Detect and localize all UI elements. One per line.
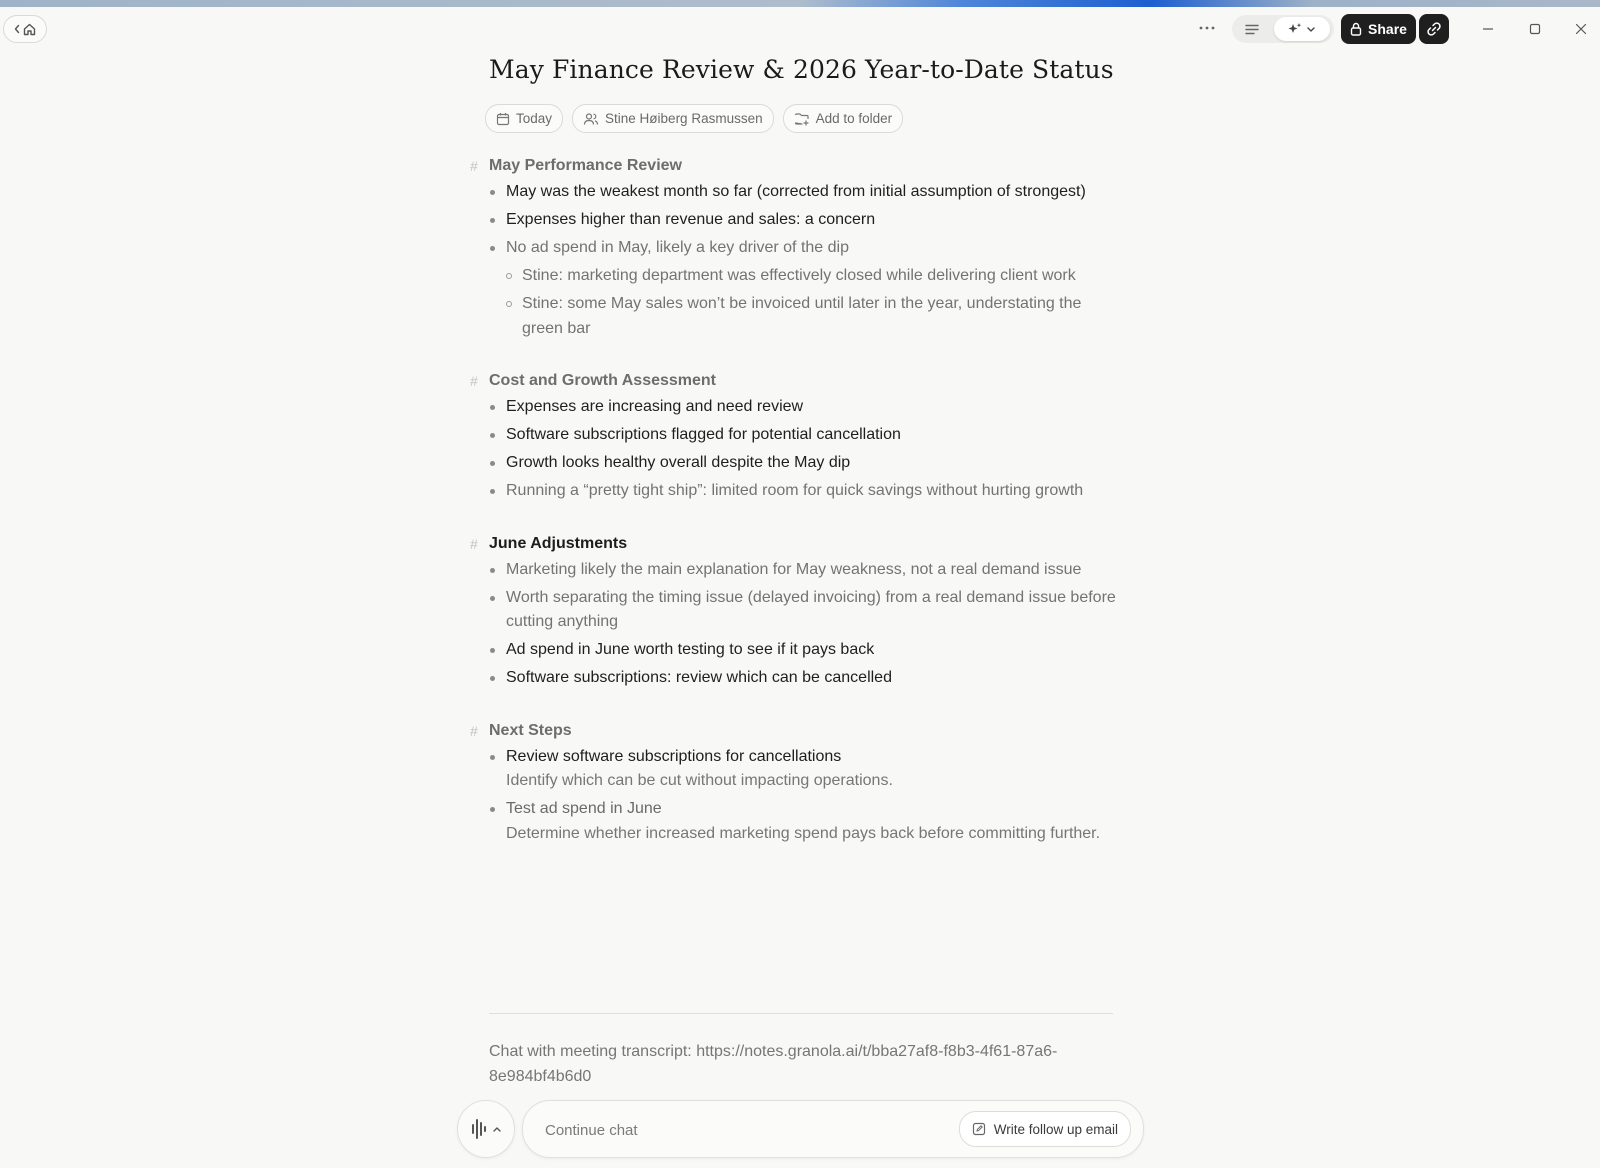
bullet-list [470,558,1120,691]
next-step-description: Determine whether increased marketing spend pays back before committing further. [506,824,1101,842]
more-options-button[interactable] [1194,17,1220,39]
next-step-item [470,745,1120,794]
heading-hash-icon: # [470,722,478,739]
date-chip[interactable] [485,104,563,133]
bullet-item: May was the weakest month so far (corrected from initial assumption of strongest) [470,180,1120,205]
section-june-adjustments [470,530,1120,691]
heading-hash-icon: # [470,535,478,552]
share-button[interactable] [1341,14,1416,44]
transcription-toggle-button[interactable] [457,1100,515,1158]
write-follow-up-email-button[interactable] [959,1111,1131,1147]
close-icon [1575,23,1587,35]
bullet-item: Expenses higher than revenue and sales: a concern [470,208,1120,233]
copy-link-button[interactable] [1419,14,1449,44]
note-title[interactable]: May Finance Review & 2026 Year-to-Date Status [489,55,1114,84]
minimize-button[interactable] [1475,16,1501,42]
calendar-icon [496,112,510,126]
home-icon [22,22,37,37]
attendee-chip[interactable] [572,104,774,133]
heading-hash-icon: # [470,158,478,174]
transcript-link-text[interactable]: Chat with meeting transcript: https://notes.granola.ai/t/bba27af8-f8b3-4f61-87a6-8e984bf4b6d0 [489,1043,1058,1085]
bullet-item: Expenses are increasing and need review [470,395,1120,420]
bullet-item: No ad spend in May, likely a key driver of the dip [470,236,1120,261]
maximize-button[interactable] [1522,16,1548,42]
next-step-description: Identify which can be cut without impacting operations. [506,772,893,789]
section-cost-growth [470,367,1120,504]
section-heading [470,367,1120,395]
waveform-icon [471,1118,487,1140]
next-step-title: Review software subscriptions for cancellations [506,747,842,765]
window-top-strip [0,0,1600,7]
enhanced-view-button[interactable] [1274,17,1330,41]
bullet-list [470,180,1120,341]
bullet-item: Software subscriptions flagged for potential cancellation [470,423,1120,448]
write-follow-up-email-label: Write follow up email [993,1121,1118,1137]
bullet-list [470,395,1120,504]
chevron-left-icon [13,23,21,35]
close-window-button[interactable] [1568,16,1594,42]
bullet-item: Ad spend in June worth testing to see if it pays back [470,638,1120,663]
bullet-item: Growth looks healthy overall despite the May dip [470,451,1120,476]
bullet-item: Software subscriptions: review which can be cancelled [470,666,1120,691]
heading-hash-icon: # [470,373,478,389]
section-heading [470,152,1120,180]
minimize-icon [1482,23,1494,35]
attendee-chip-label: Stine Høiberg Rasmussen [605,111,763,126]
section-title: Next Steps [489,721,572,739]
note-body[interactable] [470,152,1120,872]
chat-bar [522,1100,1144,1158]
folder-add-icon [794,112,810,126]
sub-bullet-item: Stine: marketing department was effectively closed while delivering client work [470,264,1120,289]
note-meta-chips [485,104,903,133]
next-step-title: Test ad spend in June [506,800,662,817]
sparkle-icon [1288,22,1302,36]
chevron-up-icon [492,1126,502,1133]
section-heading [470,717,1120,745]
date-chip-label: Today [516,111,553,126]
lines-icon [1245,24,1259,35]
sub-bullet-item: Stine: some May sales won’t be invoiced until later in the year, understating the green bar [470,292,1120,341]
section-next-steps [470,717,1120,847]
add-to-folder-label: Add to folder [815,111,893,126]
bullet-list [470,745,1120,847]
section-title: June Adjustments [489,534,628,552]
link-icon [1426,21,1442,37]
people-icon [583,112,599,126]
more-icon [1199,26,1215,30]
lock-icon [1350,22,1362,36]
notes-view-button[interactable] [1232,15,1272,43]
bullet-item: Running a “pretty tight ship”: limited room for quick savings without hurting growth [470,479,1120,504]
back-home-button[interactable] [3,15,47,43]
chevron-down-icon [1306,26,1316,33]
section-title: Cost and Growth Assessment [489,372,717,389]
section-may-performance [470,152,1120,341]
next-step-item [470,797,1120,846]
bullet-item: Marketing likely the main explanation for May weakness, not a real demand issue [470,558,1120,583]
edit-icon [972,1122,986,1136]
share-label: Share [1368,21,1407,37]
maximize-icon [1529,23,1541,35]
view-toggle [1232,15,1334,43]
section-title: May Performance Review [489,157,682,174]
add-to-folder-chip[interactable] [783,104,904,133]
bullet-item: Worth separating the timing issue (delayed invoicing) from a real demand issue before cutting anything [470,586,1120,635]
continue-chat-input[interactable] [543,1101,927,1159]
section-heading [470,530,1120,558]
divider [489,1013,1113,1014]
